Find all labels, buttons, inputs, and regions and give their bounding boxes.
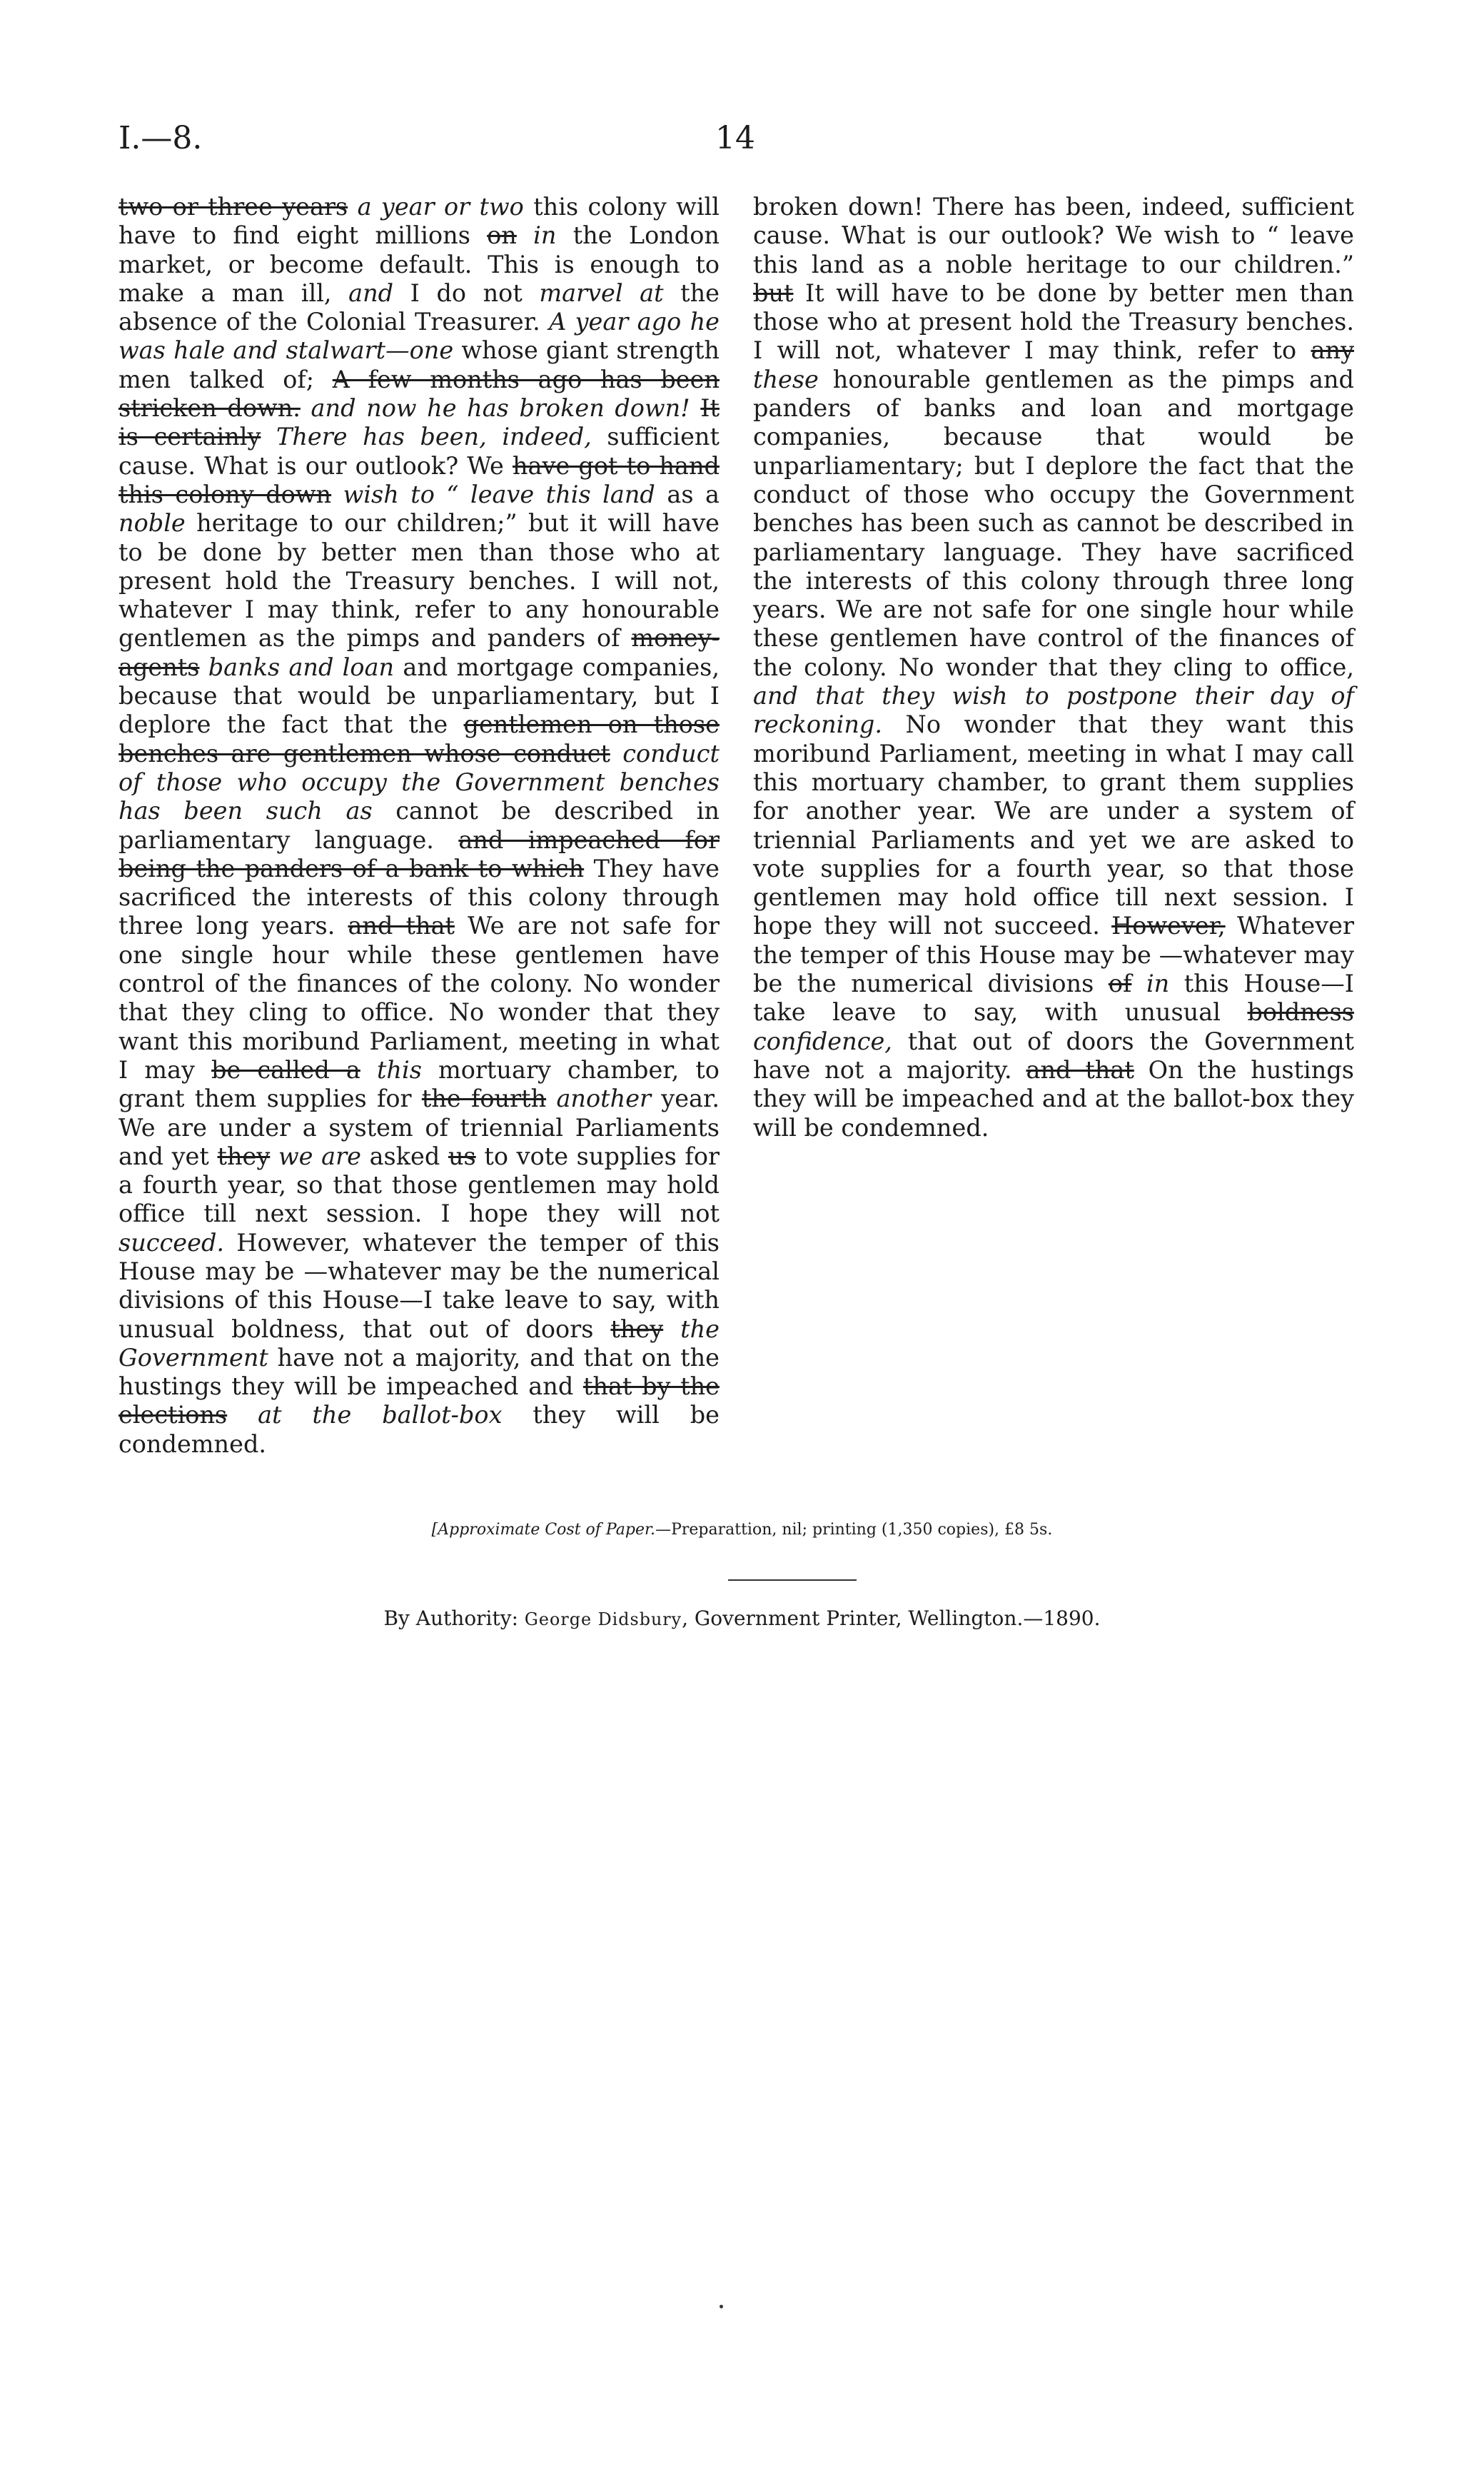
inserted-text: we are [278,1142,361,1170]
struck-text: and impeached for being the panders of a bank to which [118,825,720,883]
inserted-text: confidence, [753,1027,892,1055]
text-run: mortuary chamber, to grant them supplies for [118,1055,720,1113]
inserted-text: A year ago he was hale and stalwart—one [118,308,720,365]
struck-text: It is certainly [118,394,720,451]
text-run: sufficient cause. What is our outlook? We [118,423,720,480]
text-run: they will be condemned. [118,1401,720,1458]
text-run [199,653,208,681]
cost-label: [Approximate Cost of Paper. [431,1521,656,1539]
struck-text: have got to hand this colony down [118,451,720,508]
text-run [663,1315,680,1343]
text-run: We are not safe for one single hour while these gentlemen have control of the finances of the colony. No wonder that they cling to office. No wonder that they want this moribund Parliament, meeting in what I may [118,912,720,1084]
text-run [690,394,701,422]
inserted-text: the Government [118,1314,720,1372]
inserted-text: another [556,1085,652,1113]
inserted-text: There has been, indeed, [276,423,592,451]
inserted-text: wish to “ leave this land [343,480,655,508]
text-run: heritage to our children;” but it will have to be done by better men than those who at present hold the Treasury benches. I will not, whatever I may think, refer to any honourable gentlemen as the pimps and panders of [118,509,720,653]
struck-text: but [753,278,794,307]
struck-text: gentlemen on those benches are gentlemen whose conduct [118,710,720,768]
struck-text: money-agents [118,624,720,681]
text-run: cannot be described in parliamentary language. [118,797,720,854]
text-run: They have sacrificed the interests of this colony through three long years. [118,854,720,940]
text-run: asked [360,1142,448,1170]
text-run: broken down! There has been, indeed, sufficient cause. What is our outlook? We wish to “ leave this land as a noble heritage to our children.” [753,193,1354,278]
struck-text: they [217,1142,271,1170]
authority-prefix: By Authority: [383,1606,525,1630]
footer-rule [728,1579,857,1581]
text-column-right [753,193,1354,1142]
text-run [270,1142,278,1170]
inserted-text: conduct of those who occupy the Government benches has been such as [118,739,720,825]
text-run: and mortgage companies, because that would be unparliamentary, but I deplore the fact that the [118,653,720,739]
inserted-text: and that they wish to postpone their day of reckoning. [753,682,1354,739]
struck-text: any [1311,336,1354,365]
inserted-text: at the ballot-box [258,1401,503,1429]
text-run: It will have to be done by better men than those who at present hold the Treasury benches. I will not, whatever I may think, refer to [753,278,1354,365]
text-run: this colony will have to find eight millions [118,193,720,250]
text-run: this House—I take leave to say, with unusual [753,970,1354,1027]
struck-text: that by the elections [118,1372,720,1429]
page-mark-dot [720,2305,723,2308]
struck-text: of [1108,970,1132,998]
page-number: 14 [715,120,755,156]
struck-text: A few months ago has been stricken down. [118,365,720,423]
struck-text: us [448,1142,476,1170]
text-run [360,1056,377,1084]
struck-text: However, [1111,912,1226,940]
inserted-text: and now he has broken down! [311,394,690,423]
text-run [331,481,343,508]
text-run: as a [655,480,720,508]
struck-text: they [610,1314,664,1343]
inserted-text: succeed. [118,1228,225,1257]
inserted-text: these [753,365,819,393]
text-run: have not a majority, and that on the hustings they will be impeached and [118,1343,720,1401]
text-run: year. We are under a system of triennial Parliaments and yet [118,1085,720,1170]
struck-text: boldness [1247,998,1354,1027]
cost-text: —Preparattion, nil; printing (1,350 copies), £8 5s. [655,1521,1053,1539]
inserted-text: in [1146,970,1170,998]
text-run: that out of doors the Government have not a majority. [753,1027,1354,1084]
text-run [546,1085,556,1112]
text-run: whose giant strength men talked of; [118,336,720,393]
text-run: On the hustings they will be impeached and at the ballot-box they will be condemned. [753,1055,1354,1142]
document-reference: I.—8. [118,120,203,156]
inserted-text: a year or two [357,193,524,221]
inserted-text: marvel at [539,278,664,307]
text-run [1131,970,1146,997]
struck-text: the fourth [421,1085,547,1113]
text-run [261,423,276,451]
struck-text: and that [348,912,455,940]
text-run: the absence of the Colonial Treasurer. [118,278,720,336]
text-run: to vote supplies for a fourth year, so that those gentlemen may hold office till next session. I hope they will not [118,1142,720,1228]
authority-suffix: , Government Printer, Wellington.—1890. [682,1606,1101,1630]
inserted-text: and [348,278,394,307]
text-run [610,740,622,768]
struck-text: be called a [211,1055,360,1084]
inserted-text: in [533,221,557,250]
text-column-left [118,193,720,1459]
text-run [301,394,311,422]
text-run [227,1401,258,1429]
printer-authority-line [0,1606,1484,1630]
text-run [517,221,533,249]
text-run: Whatever the temper of this House may be —whatever may be the numerical divisions [753,912,1354,998]
printer-name: George Didsbury [524,1609,682,1629]
cost-of-paper-note [0,1521,1484,1539]
text-run: However, whatever the temper of this House may be —whatever may be the numerical divisions of this House—I take leave to say, with unusual boldness, that out of doors [118,1228,720,1343]
text-run: the London market, or become default. This is enough to make a man ill, [118,221,720,307]
inserted-text: this [376,1055,422,1084]
struck-text: and that [1026,1055,1134,1084]
inserted-text: banks and loan [208,653,395,681]
text-run: I do not [393,278,540,307]
text-run: honourable gentlemen as the pimps and panders of banks and loan and mortgage companies, because that would be unparliamentary; but I deplore the fact that the conduct of those who occupy the Government benches has been such as cannot be described in parliamentary language. They have sacrificed the interests of this colony through three long years. We are not safe for one single hour while these gentlemen have control of the finances of the colony. No wonder that they cling to office, [753,365,1354,681]
struck-text: two or three years [118,193,348,221]
text-run: No wonder that they want this moribund Parliament, meeting in what I may call this mortuary chamber, to grant them supplies for another year. We are under a system of triennial Parliaments and yet we are asked to vote supplies for a fourth year, so that those gentlemen may hold office till next session. I hope they will not succeed. [753,710,1354,940]
text-run [348,193,357,221]
inserted-text: noble [118,509,186,538]
struck-text: on [487,221,517,250]
